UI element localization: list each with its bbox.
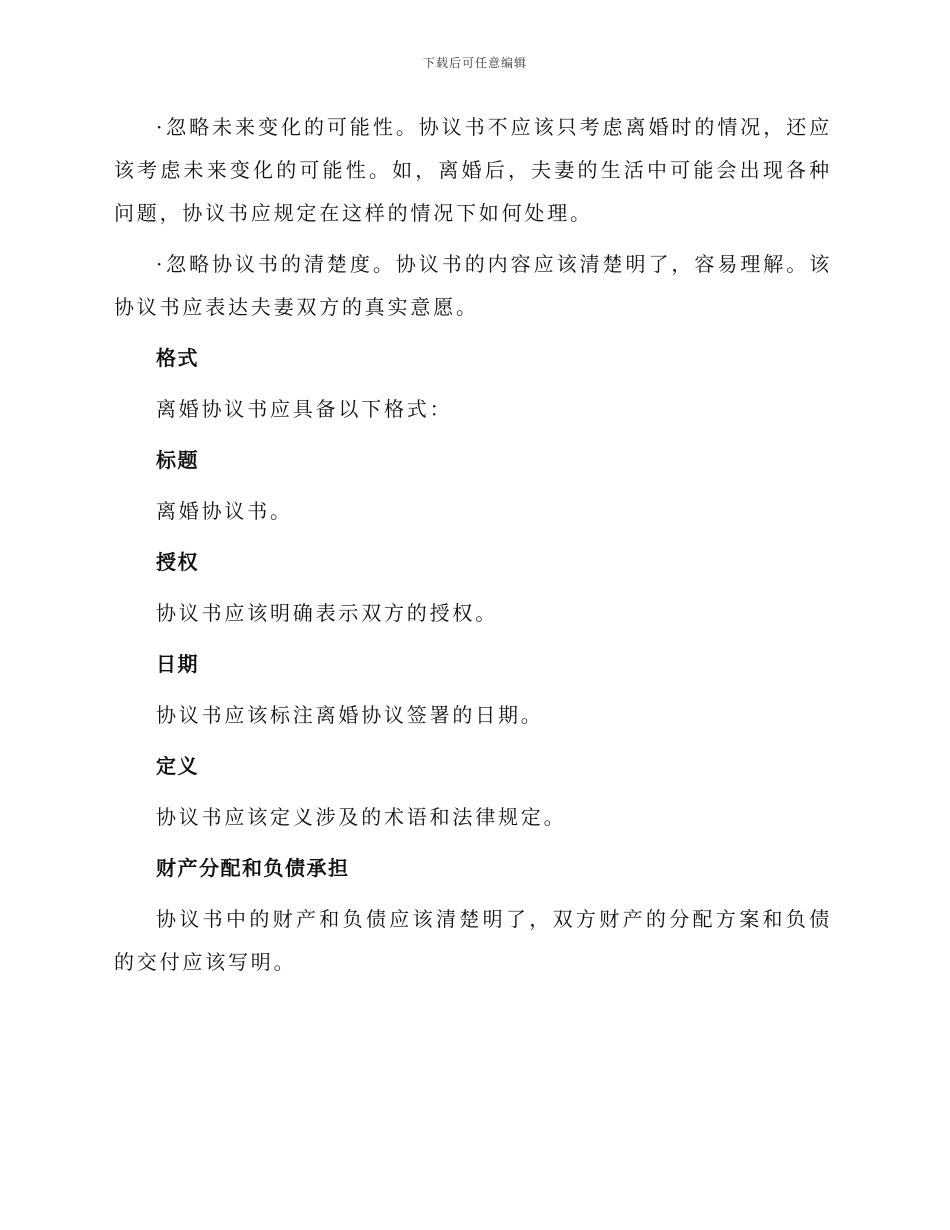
section-body-authorization: 协议书应该明确表示双方的授权。 <box>156 601 498 625</box>
section-body-property: 协议书中的财产和负债应该清楚明了，双方财产的分配方案和负债的交付应该写明。 <box>114 907 832 974</box>
format-intro-text: 离婚协议书应具备以下格式： <box>156 397 453 421</box>
section-body-definitions: 协议书应该定义涉及的术语和法律规定。 <box>156 805 567 829</box>
page-header: 下载后可任意编辑 <box>422 56 527 70</box>
section-heading-date: 日期 <box>156 652 199 676</box>
section-body-title: 离婚协议书。 <box>156 499 293 523</box>
bullet-text: 忽略协议书的清楚度。协议书的内容应该清楚明了，容易理解。该协议书应表达夫妻双方的真实意愿。 <box>114 252 832 319</box>
bullet-paragraph-future-changes <box>114 106 832 235</box>
bullet-paragraph-clarity <box>114 243 832 329</box>
bullet-text: 忽略未来变化的可能性。协议书不应该只考虑离婚时的情况，还应该考虑未来变化的可能性。如，离婚后，夫妻的生活中可能会出现各种问题，协议书应规定在这样的情况下如何处理。 <box>114 115 832 225</box>
bullet-icon: · <box>156 115 166 139</box>
section-heading-definitions: 定义 <box>156 754 199 778</box>
section-heading-format: 格式 <box>156 346 199 370</box>
section-heading-property: 财产分配和负债承担 <box>156 856 350 880</box>
section-heading-title: 标题 <box>156 448 199 472</box>
bullet-icon: · <box>156 252 166 276</box>
section-heading-authorization: 授权 <box>156 550 199 574</box>
section-body-date: 协议书应该标注离婚协议签署的日期。 <box>156 703 544 727</box>
document-body <box>114 106 832 992</box>
